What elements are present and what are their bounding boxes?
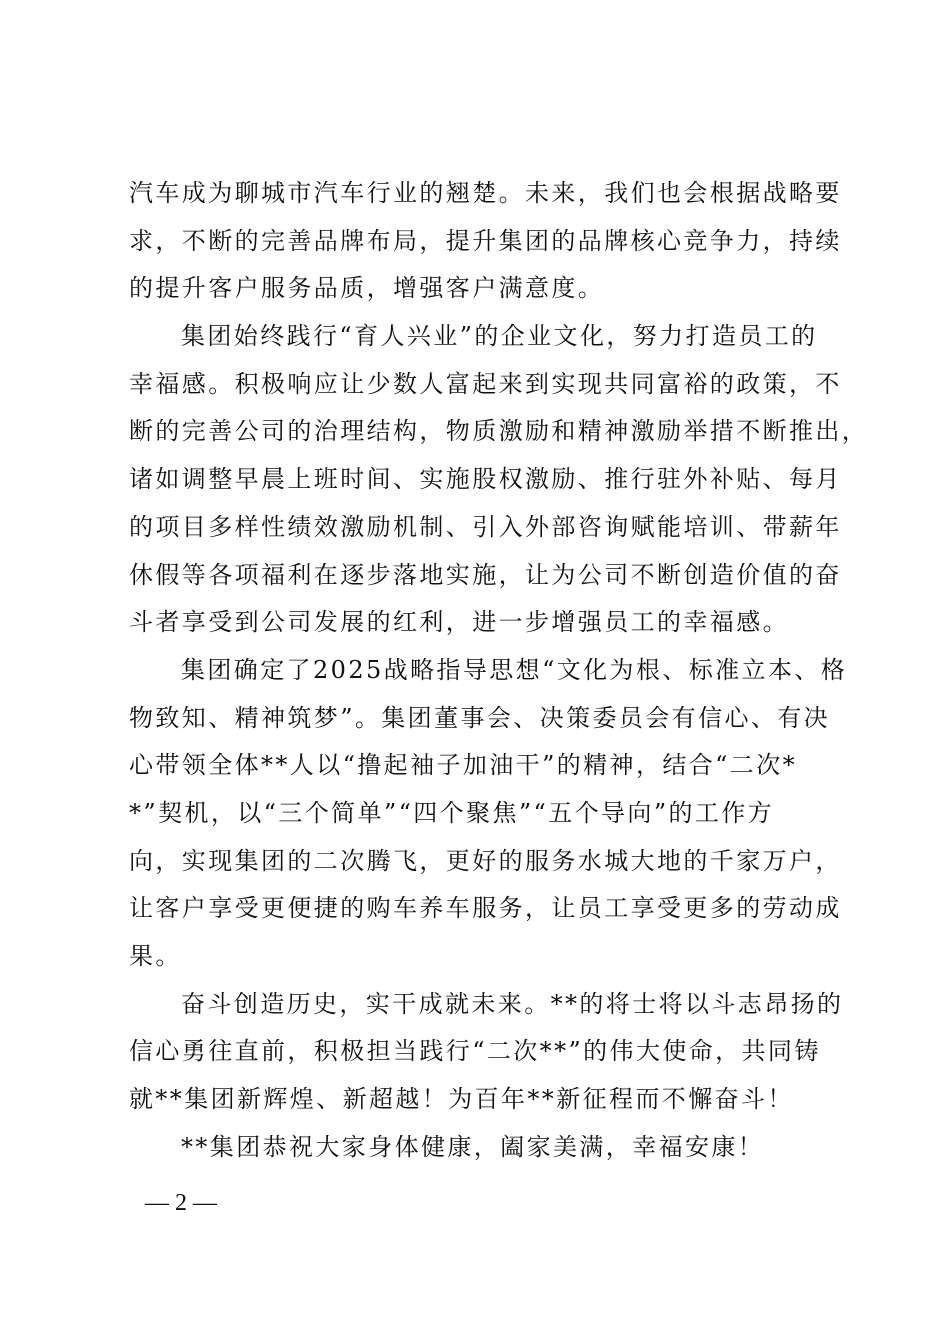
- text-line: 向，实现集团的二次腾飞，更好的服务水城大地的千家万户，: [129, 846, 842, 875]
- text-line: *”契机，以“三个简单”“四个聚焦”“五个导向”的工作方: [129, 798, 775, 827]
- paragraph-1: [129, 170, 842, 313]
- text-line: 的项目多样性绩效激励机制、引入外部咨询赋能培训、带薪年: [129, 512, 842, 541]
- page-number: — 2 —: [145, 1190, 217, 1216]
- text-line: 集团确定了2025战略指导思想“文化为根、标准立本、格: [181, 655, 848, 684]
- text-line: 休假等各项福利在逐步落地实施，让为公司不断创造价值的奋: [129, 560, 842, 589]
- paragraph-4: [129, 981, 844, 1124]
- text-line: 奋斗创造历史，实干成就未来。**的将士将以斗志昂扬的: [181, 989, 844, 1018]
- text-line: 断的完善公司的治理结构，物质激励和精神激励举措不断推出，: [129, 417, 869, 446]
- text-line: 的提升客户服务品质，增强客户满意度。: [129, 274, 605, 303]
- paragraph-3: [129, 647, 848, 981]
- text-line: 就**集团新辉煌、新超越！为百年**新征程而不懈奋斗！: [129, 1085, 794, 1114]
- text-line: 幸福感。积极响应让少数人富起来到实现共同富裕的政策，不: [129, 369, 842, 398]
- text-line: 信心勇往直前，积极担当践行“二次**”的伟大使命，共同铸: [129, 1037, 821, 1066]
- text-line: 物致知、精神筑梦”。集团董事会、决策委员会有信心、有决: [129, 703, 831, 732]
- paragraph-5: [129, 1124, 834, 1172]
- paragraph-2: [129, 313, 869, 647]
- text-line: 心带领全体**人以“撸起袖子加油干”的精神，结合“二次*: [129, 751, 798, 780]
- text-line: 斗者享受到公司发展的红利，进一步增强员工的幸福感。: [129, 608, 789, 637]
- text-line: 集团始终践行“育人兴业”的企业文化，努力打造员工的: [181, 322, 818, 351]
- document-body: [129, 170, 869, 1171]
- text-line: 果。: [129, 942, 182, 970]
- text-line: 让客户享受更便捷的购车养车服务，让员工享受更多的劳动成: [129, 894, 842, 923]
- text-line: 诸如调整早晨上班时间、实施股权激励、推行驻外补贴、每月: [129, 465, 842, 494]
- text-line: **集团恭祝大家身体健康，阖家美满，幸福安康！: [181, 1132, 765, 1161]
- text-line: 求，不断的完善品牌布局，提升集团的品牌核心竞争力，持续: [129, 226, 842, 255]
- text-line: 汽车成为聊城市汽车行业的翘楚。未来，我们也会根据战略要: [129, 179, 842, 207]
